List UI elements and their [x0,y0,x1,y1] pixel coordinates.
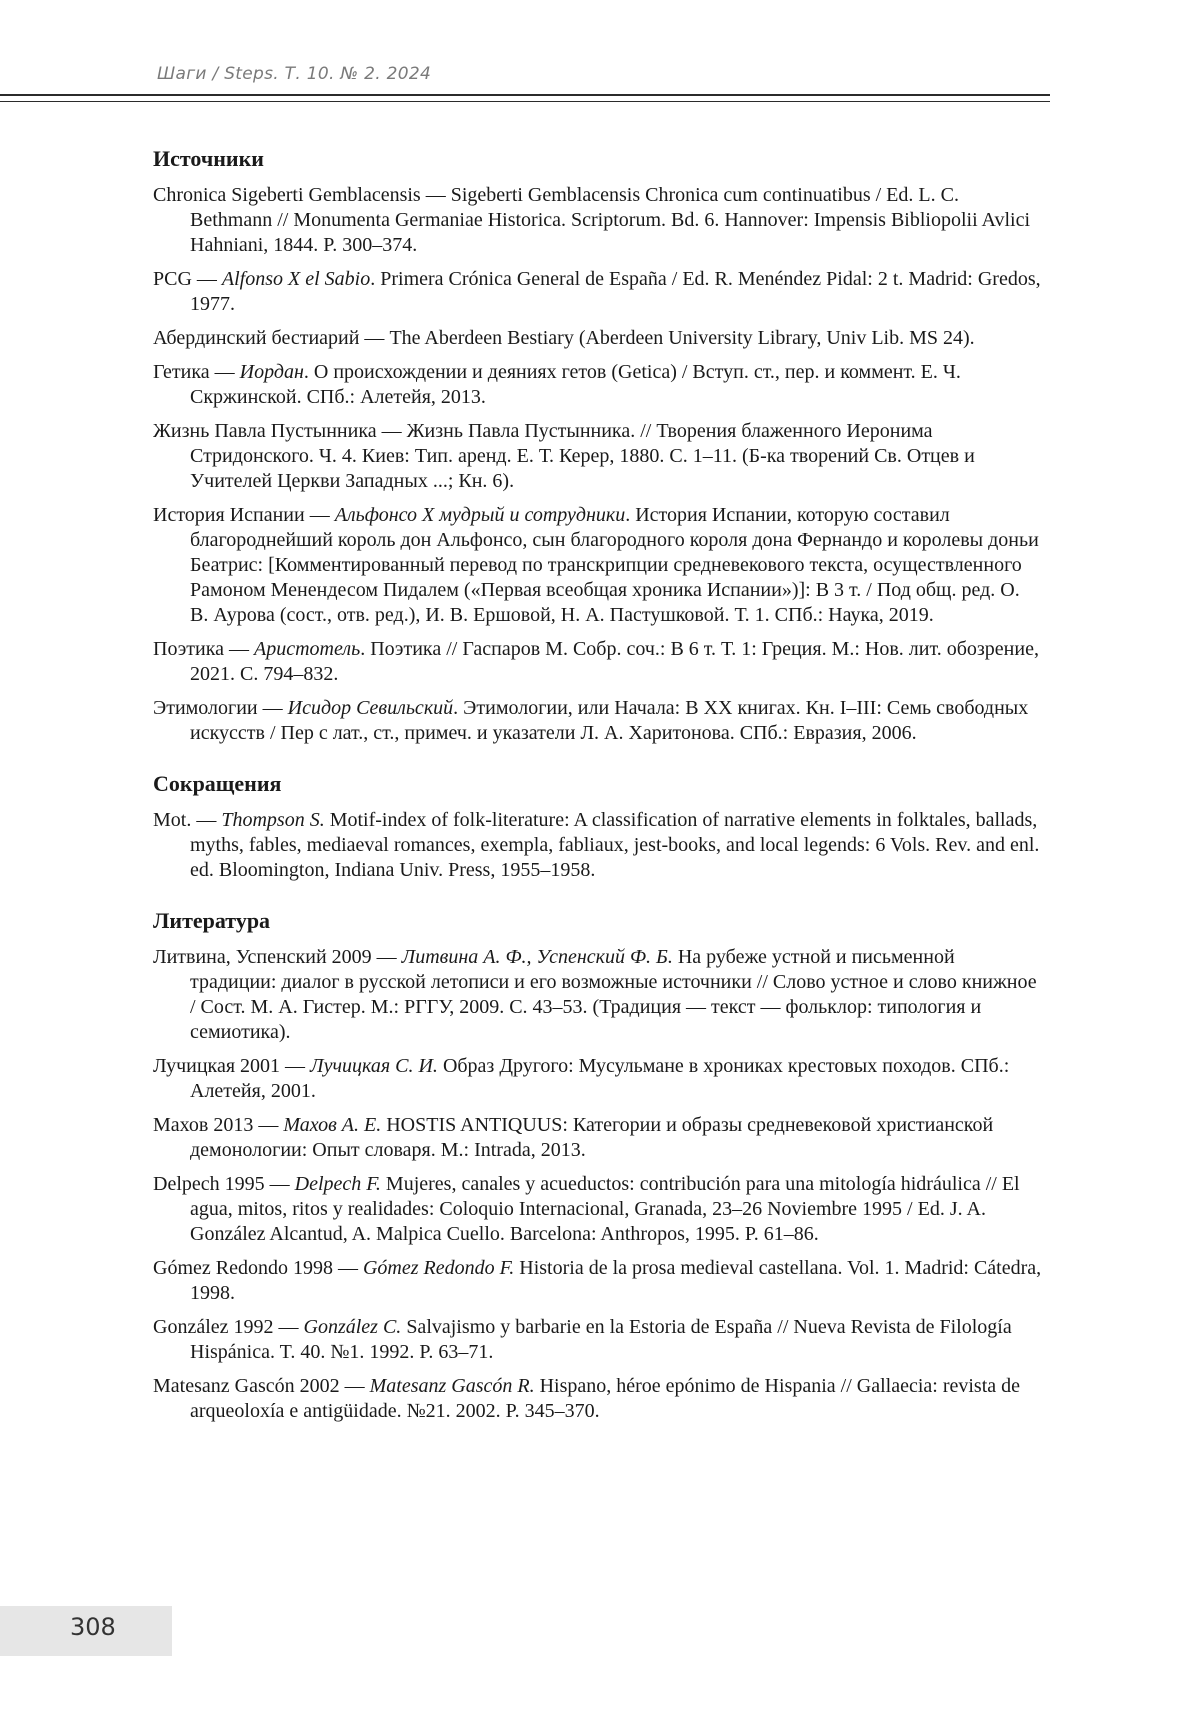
entry-lead: Chronica Sigeberti Gemblacensis — [153,184,451,206]
entry-text: . История Испании, которую составил благороднейший король дон Альфонсо, сын благородного короля дона Фернандо и королевы доньи Беатрис: [Комментированный перевод по транскрипции средневекового текста, осуществленного Рамоном Менендесом Пидалем («Первая всеобщая хроника Испании»)]: В 3 т. / Под общ. ред. О. В. Аурова (сост., отв. ред.), И. В. Ершовой, Н. А. Пастушковой. Т. 1. СПб.: Наука, 2019. [190,504,1039,626]
bibliography-entry [153,1054,1043,1104]
entry-lead: Поэтика — [153,638,254,660]
bibliography-entry [153,945,1043,1045]
entry-lead: Matesanz Gascón 2002 — [153,1375,370,1397]
entry-text: . Поэтика // Гаспаров М. Собр. соч.: В 6 т. Т. 1: Греция. М.: Нов. лит. обозрение, 2021. С. 794–832. [190,638,1039,685]
entry-lead: Mot. — [153,809,221,831]
bibliography-entry [153,360,1043,410]
entry-lead: Gómez Redondo 1998 — [153,1257,363,1279]
entry-text: Motif-index of folk-literature: A classification of narrative elements in folktales, ballads, myths, fables, mediaeval romances, exempla, fabliaux, jest-books, and local legends: 6 Vols. Rev. and enl. ed. Bloomington, Indiana Univ. Press, 1955–1958. [190,809,1039,881]
section-title: Источники [153,145,1043,173]
bibliography-entry [153,1172,1043,1247]
bibliography-entry [153,503,1043,628]
entry-text: Жизнь Павла Пустынника. // Творения блаженного Иеронима Стридонского. Ч. 4. Киев: Тип. аренд. Е. Т. Керер, 1880. С. 1–11. (Б-ка творений Св. Отцев и Учителей Церкви Западных ...; Кн. 6). [190,420,975,492]
entry-text: Salvajismo y barbarie en la Estoria de España // Nueva Revista de Filología Hispánica. T. 40. №1. 1992. P. 63–71. [190,1316,1012,1363]
section-title: Сокращения [153,770,1043,798]
document-page [0,0,1200,1710]
entry-lead: PCG — [153,268,222,290]
page-number: 308 [70,1613,116,1641]
section [153,907,1043,1424]
bibliography-content [153,145,1043,1448]
entry-author: Махов А. Е. [283,1114,381,1136]
entry-text: Hispano, héroe epónimo de Hispania // Gallaecia: revista de arqueoloxía e antigüidade. №21. 2002. P. 345–370. [190,1375,1020,1422]
bibliography-entry [153,808,1043,883]
bibliography-entry [153,1374,1043,1424]
entry-author: Аристотель [254,638,360,660]
bibliography-entry [153,1256,1043,1306]
bibliography-entry [153,326,1043,351]
entry-lead: Delpech 1995 — [153,1173,295,1195]
entry-text: The Aberdeen Bestiary (Aberdeen University Library, Univ Lib. MS 24). [389,327,974,349]
entry-lead: Жизнь Павла Пустынника — [153,420,407,442]
entry-lead: Литвина, Успенский 2009 — [153,946,402,968]
entry-author: González C. [304,1316,402,1338]
entry-lead: Абердинский бестиарий — [153,327,389,349]
entry-text: HOSTIS ANTIQUUS: Категории и образы средневековой христианской демонологии: Опыт словаря. М.: Intrada, 2013. [190,1114,993,1161]
bibliography-entry [153,696,1043,746]
entry-text: Mujeres, canales y acueductos: contribución para una mitología hidráulica // El agua, mitos, ritos y realidades: Coloquio Internacional, Granada, 23–26 Noviembre 1995 / Ed. J. A. González Alcantud, A. Malpica Cuello. Barcelona: Anthropos, 1995. P. 61–86. [190,1173,1020,1245]
entry-lead: Гетика — [153,361,240,383]
bibliography-entry [153,183,1043,258]
entry-text: . О происхождении и деяниях гетов (Getica) / Вступ. ст., пер. и коммент. Е. Ч. Скржинской. СПб.: Алетейя, 2013. [190,361,961,408]
entry-lead: История Испании — [153,504,335,526]
section-title: Литература [153,907,1043,935]
entry-text: Sigeberti Gemblacensis Chronica cum continuatibus / Ed. L. C. Bethmann // Monumenta Germaniae Historica. Scriptorum. Bd. 6. Hannover: Impensis Bibliopolii Avlici Hahniani, 1844. P. 300–374. [190,184,1030,256]
bibliography-entry [153,419,1043,494]
section [153,770,1043,883]
entry-lead: Этимологии — [153,697,288,719]
running-header: Шаги / Steps. Т. 10. № 2. 2024 [157,64,431,84]
entry-author: Delpech F. [295,1173,381,1195]
bibliography-entry [153,637,1043,687]
section [153,145,1043,746]
entry-text: . Этимологии, или Начала: В XX книгах. Кн. I–III: Семь свободных искусств / Пер с лат., ст., примеч. и указатели Л. А. Харитонова. СПб.: Евразия, 2006. [190,697,1028,744]
entry-author: Thompson S. [221,809,324,831]
entry-text: . Primera Crónica General de España / Ed. R. Menéndez Pidal: 2 t. Madrid: Gredos, 1977. [190,268,1041,315]
entry-lead: González 1992 — [153,1316,304,1338]
bibliography-entry [153,1315,1043,1365]
entry-author: Литвина А. Ф., Успенский Ф. Б. [402,946,673,968]
entry-author: Иордан [240,361,304,383]
header-rule-thick [0,94,1050,96]
entry-text: Образ Другого: Мусульмане в хрониках крестовых походов. СПб.: Алетейя, 2001. [190,1055,1009,1102]
entry-author: Gómez Redondo F. [363,1257,514,1279]
entry-text: На рубеже устной и письменной традиции: диалог в русской летописи и его возможные источники // Слово устное и слово книжное / Сост. М. А. Гистер. М.: РГГУ, 2009. С. 43–53. (Традиция — текст — фольклор: типология и семиотика). [190,946,1037,1043]
bibliography-entry [153,267,1043,317]
entry-author: Лучицкая С. И. [310,1055,438,1077]
header-rule-thin [0,101,1050,102]
entry-author: Matesanz Gascón R. [370,1375,535,1397]
entry-author: Исидор Севильский [288,697,454,719]
entry-author: Alfonso X el Sabio [222,268,370,290]
entry-author: Альфонсо X мудрый и сотрудники [335,504,626,526]
bibliography-entry [153,1113,1043,1163]
entry-text: Historia de la prosa medieval castellana. Vol. 1. Madrid: Cátedra, 1998. [190,1257,1041,1304]
entry-lead: Лучицкая 2001 — [153,1055,310,1077]
entry-lead: Махов 2013 — [153,1114,283,1136]
